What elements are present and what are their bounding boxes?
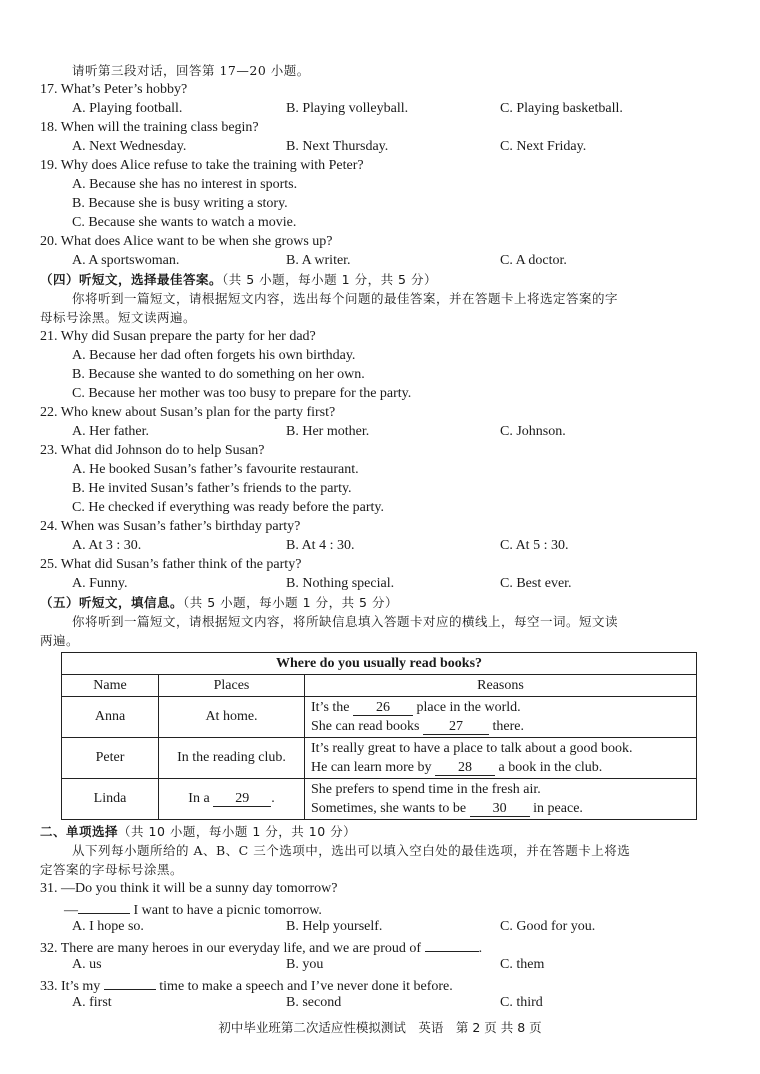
name-cell: Peter bbox=[62, 738, 159, 779]
q18-option-b: B. Next Thursday. bbox=[286, 139, 389, 154]
question-text: 32. There are many heroes in our everyday life, and we are proud of bbox=[40, 941, 422, 956]
table-title: Where do you usually read books? bbox=[62, 653, 697, 675]
q31-option-c: C. Good for you. bbox=[500, 919, 596, 934]
question-18: 18. When will the training class begin? bbox=[40, 120, 259, 135]
q23-option-a: A. He booked Susan’s father’s favourite restaurant. bbox=[72, 462, 359, 477]
part5-instructions-1: 你将听到一篇短文，请根据短文内容，将所缺信息填入答题卡对应的横线上，每空一词。短文读 bbox=[72, 614, 619, 629]
question-17: 17. What’s Peter’s hobby? bbox=[40, 82, 188, 97]
question-19: 19. Why does Alice refuse to take the training with Peter? bbox=[40, 158, 364, 173]
part2-instructions-1: 从下列每小题所给的 A、B、C 三个选项中，选出可以填入空白处的最佳选项，并在答题卡上将选 bbox=[72, 843, 631, 858]
reasons-cell bbox=[305, 697, 697, 738]
table-row bbox=[62, 697, 697, 738]
q17-option-b: B. Playing volleyball. bbox=[286, 101, 409, 116]
q21-option-c: C. Because her mother was too busy to prepare for the party. bbox=[72, 386, 412, 401]
reason-text: a book in the club. bbox=[498, 760, 603, 775]
q33-option-c: C. third bbox=[500, 995, 543, 1010]
part4-instructions-2: 母标号涂黑。短文读两遍。 bbox=[40, 310, 197, 325]
q22-option-b: B. Her mother. bbox=[286, 424, 370, 439]
q32-option-c: C. them bbox=[500, 957, 545, 972]
question-31: 31. —Do you think it will be a sunny day tomorrow? bbox=[40, 881, 338, 896]
q32-option-b: B. you bbox=[286, 957, 324, 972]
question-text: . bbox=[478, 941, 483, 956]
q33-option-a: A. first bbox=[72, 995, 112, 1010]
part2-title: 二、单项选择 bbox=[40, 824, 119, 839]
answer-blank bbox=[425, 936, 479, 952]
part4-score: （共 5 小题，每小题 1 分，共 5 分） bbox=[222, 272, 437, 287]
q23-option-b: B. He invited Susan’s father’s friends to the party. bbox=[72, 481, 352, 496]
q24-option-c: C. At 5 : 30. bbox=[500, 538, 569, 553]
q24-option-a: A. At 3 : 30. bbox=[72, 538, 142, 553]
part5-title: （五）听短文，填信息。 bbox=[40, 595, 184, 610]
section-intro: 请听第三段对话，回答第 17—20 小题。 bbox=[72, 63, 310, 78]
part4-heading bbox=[40, 270, 437, 290]
q17-option-a: A. Playing football. bbox=[72, 101, 183, 116]
q20-option-a: A. A sportswoman. bbox=[72, 253, 180, 268]
header-reasons: Reasons bbox=[305, 675, 697, 697]
q21-option-a: A. Because her dad often forgets his own birthday. bbox=[72, 348, 356, 363]
q21-option-b: B. Because she wanted to do something on her own. bbox=[72, 367, 365, 382]
place-cell: At home. bbox=[159, 697, 305, 738]
q31-option-a: A. I hope so. bbox=[72, 919, 144, 934]
question-32 bbox=[40, 936, 482, 958]
place-text: In a bbox=[188, 791, 210, 806]
reason-text: place in the world. bbox=[416, 700, 521, 715]
dash-text: — bbox=[64, 903, 78, 918]
reason-text: She can read books bbox=[311, 719, 420, 734]
question-25: 25. What did Susan’s father think of the party? bbox=[40, 557, 302, 572]
q19-option-c: C. Because she wants to watch a movie. bbox=[72, 215, 297, 230]
q19-option-a: A. Because she has no interest in sports. bbox=[72, 177, 298, 192]
reasons-cell bbox=[305, 779, 697, 820]
q33-option-b: B. second bbox=[286, 995, 342, 1010]
q18-option-a: A. Next Wednesday. bbox=[72, 139, 187, 154]
table-row bbox=[62, 738, 697, 779]
part4-instructions-1: 你将听到一篇短文，请根据短文内容，选出每个问题的最佳答案，并在答题卡上将选定答案的字 bbox=[72, 291, 619, 306]
part2-heading bbox=[40, 822, 356, 842]
table-row bbox=[62, 779, 697, 820]
place-cell bbox=[159, 779, 305, 820]
part4-title: （四）听短文，选择最佳答案。 bbox=[40, 272, 223, 287]
response-text: I want to have a picnic tomorrow. bbox=[133, 903, 322, 918]
question-text: 33. It’s my bbox=[40, 979, 101, 994]
q31-option-b: B. Help yourself. bbox=[286, 919, 383, 934]
reasons-cell bbox=[305, 738, 697, 779]
name-cell: Anna bbox=[62, 697, 159, 738]
q23-option-c: C. He checked if everything was ready before the party. bbox=[72, 500, 385, 515]
q24-option-b: B. At 4 : 30. bbox=[286, 538, 355, 553]
q25-option-c: C. Best ever. bbox=[500, 576, 572, 591]
question-22: 22. Who knew about Susan’s plan for the party first? bbox=[40, 405, 336, 420]
q22-option-a: A. Her father. bbox=[72, 424, 149, 439]
reason-text: She prefers to spend time in the fresh air. bbox=[311, 782, 541, 797]
q25-option-b: B. Nothing special. bbox=[286, 576, 395, 591]
part2-instructions-2: 定答案的字母标号涂黑。 bbox=[40, 862, 184, 877]
blank-29: 29 bbox=[213, 791, 271, 807]
question-23: 23. What did Johnson do to help Susan? bbox=[40, 443, 265, 458]
question-text: time to make a speech and I’ve never done it before. bbox=[159, 979, 453, 994]
question-21: 21. Why did Susan prepare the party for her dad? bbox=[40, 329, 316, 344]
q25-option-a: A. Funny. bbox=[72, 576, 128, 591]
reason-text: He can learn more by bbox=[311, 760, 432, 775]
reason-text: in peace. bbox=[533, 801, 583, 816]
q20-option-c: C. A doctor. bbox=[500, 253, 567, 268]
q32-option-a: A. us bbox=[72, 957, 102, 972]
question-20: 20. What does Alice want to be when she grows up? bbox=[40, 234, 333, 249]
blank-27: 27 bbox=[423, 719, 489, 735]
part2-score: （共 10 小题，每小题 1 分，共 10 分） bbox=[118, 824, 357, 839]
reason-text: Sometimes, she wants to be bbox=[311, 801, 467, 816]
page-footer: 初中毕业班第二次适应性模拟测试 英语 第 2 页 共 8 页 bbox=[218, 1020, 542, 1035]
reason-text: there. bbox=[492, 719, 524, 734]
reason-text: It’s the bbox=[311, 700, 350, 715]
q20-option-b: B. A writer. bbox=[286, 253, 351, 268]
header-name: Name bbox=[62, 675, 159, 697]
part5-instructions-2: 两遍。 bbox=[40, 633, 80, 648]
name-cell: Linda bbox=[62, 779, 159, 820]
part5-score: （共 5 小题，每小题 1 分，共 5 分） bbox=[183, 595, 398, 610]
blank-30: 30 bbox=[470, 801, 530, 817]
part5-heading bbox=[40, 593, 398, 613]
q17-option-c: C. Playing basketball. bbox=[500, 101, 623, 116]
place-cell: In the reading club. bbox=[159, 738, 305, 779]
header-places: Places bbox=[159, 675, 305, 697]
q18-option-c: C. Next Friday. bbox=[500, 139, 587, 154]
answer-blank bbox=[78, 898, 130, 914]
q22-option-c: C. Johnson. bbox=[500, 424, 566, 439]
reason-text: It’s really great to have a place to talk about a good book. bbox=[311, 741, 633, 756]
q19-option-b: B. Because she is busy writing a story. bbox=[72, 196, 288, 211]
question-24: 24. When was Susan’s father’s birthday party? bbox=[40, 519, 301, 534]
place-text: . bbox=[271, 791, 275, 806]
blank-28: 28 bbox=[435, 760, 495, 776]
answer-blank bbox=[104, 974, 156, 990]
blank-26: 26 bbox=[353, 700, 413, 716]
info-table bbox=[61, 652, 697, 820]
